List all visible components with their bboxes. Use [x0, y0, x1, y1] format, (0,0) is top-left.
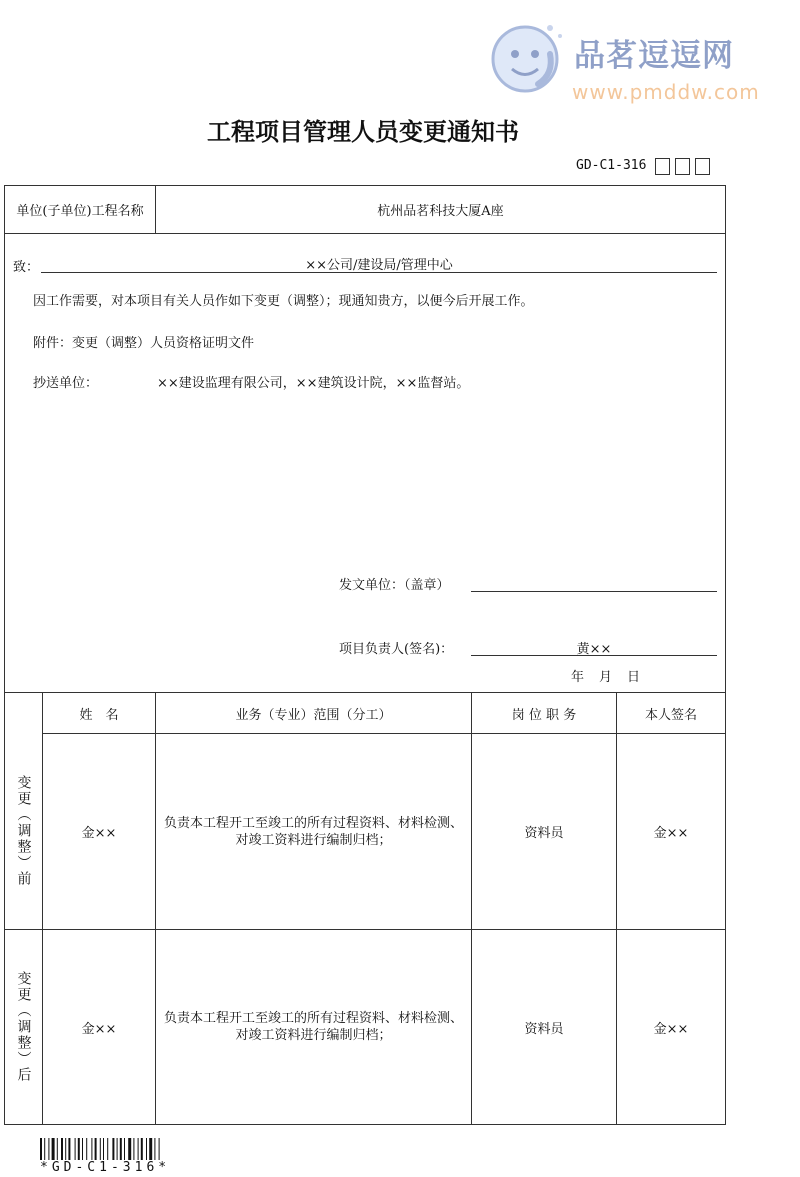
notice-form [4, 185, 726, 1125]
barcode-bar [91, 1138, 92, 1160]
barcode-bar [78, 1138, 80, 1160]
barcode-bar [124, 1138, 125, 1160]
barcode-bar [86, 1138, 87, 1160]
to-value[interactable]: ××公司/建设局/管理中心 [305, 258, 453, 273]
section-before-label: 变更（调整）前 [15, 775, 32, 887]
barcode-bar [82, 1138, 83, 1160]
barcode-bar [95, 1138, 97, 1160]
barcode-bar [61, 1138, 63, 1160]
barcode-bar [133, 1138, 134, 1160]
barcode-bar [146, 1138, 147, 1160]
barcode-bar [44, 1138, 45, 1160]
code-box-1[interactable] [655, 158, 670, 175]
after-position[interactable]: 资料员 [524, 1021, 564, 1037]
barcode-bar [128, 1138, 131, 1160]
before-signature[interactable]: 金×× [653, 826, 689, 841]
barcode-bar [100, 1138, 101, 1160]
header-signature: 本人签名 [644, 707, 697, 723]
barcode-bar [65, 1138, 66, 1160]
watermark-name: 品茗逗逗网 [574, 38, 734, 74]
barcode-bar [75, 1138, 76, 1160]
barcode-bar [154, 1138, 155, 1160]
date-field[interactable]: 年 月 日 [571, 670, 642, 685]
barcode-bar [68, 1138, 70, 1160]
section-after-label: 变更（调整）后 [15, 971, 32, 1083]
barcode [40, 1138, 195, 1160]
manager-label: 项目负责人(签名)： [339, 642, 454, 657]
barcode-bar [120, 1138, 122, 1160]
barcode-bar [57, 1138, 58, 1160]
watermark-url: www.pmddw.com [572, 80, 760, 104]
manager-signature[interactable]: 黄×× [576, 642, 612, 657]
to-label: 致： [13, 260, 40, 275]
header-position: 岗 位 职 务 [511, 707, 577, 723]
after-name[interactable]: 金×× [81, 1021, 117, 1037]
barcode-bar [159, 1138, 160, 1160]
barcode-bar [117, 1138, 118, 1160]
barcode-bar [107, 1138, 108, 1160]
notice-body: 因工作需要，对本项目有关人员作如下变更（调整）；现通知贵方，以便今后开展工作。 [33, 294, 534, 309]
attachment-note: 附件：变更（调整）人员资格证明文件 [33, 336, 255, 351]
barcode-text: *GD-C1-316* [40, 1160, 171, 1175]
project-name-value[interactable]: 杭州品茗科技大厦A座 [377, 204, 504, 219]
mascot-icon [493, 25, 562, 91]
before-scope[interactable]: 负责本工程开工至竣工的所有过程资料、材料检测、对竣工资料进行编制归档； [163, 815, 463, 848]
barcode-bar [149, 1138, 152, 1160]
after-signature[interactable]: 金×× [653, 1021, 689, 1037]
project-name-label: 单位(子单位)工程名称 [16, 204, 144, 219]
code-box-3[interactable] [695, 158, 710, 175]
barcode-bar [48, 1138, 49, 1160]
after-scope[interactable]: 负责本工程开工至竣工的所有过程资料、材料检测、对竣工资料进行编制归档； [163, 1011, 463, 1043]
before-position[interactable]: 资料员 [524, 826, 564, 841]
barcode-bar [103, 1138, 104, 1160]
header-name: 姓 名 [79, 707, 119, 723]
header-scope: 业务（专业）范围（分工） [235, 707, 392, 723]
cc-label: 抄送单位： [33, 376, 99, 391]
barcode-bar [52, 1138, 55, 1160]
document-title: 工程项目管理人员变更通知书 [207, 118, 519, 146]
barcode-bar [40, 1138, 42, 1160]
barcode-bar [112, 1138, 114, 1160]
form-code: GD-C1-316 [576, 158, 647, 173]
code-box-2[interactable] [675, 158, 690, 175]
cc-value: ××建设监理有限公司，××建筑设计院，××监督站。 [157, 376, 470, 391]
barcode-bar [138, 1138, 139, 1160]
issuer-label: 发文单位：（盖章） [339, 578, 450, 593]
barcode-bar [141, 1138, 143, 1160]
before-name[interactable]: 金×× [81, 826, 117, 841]
